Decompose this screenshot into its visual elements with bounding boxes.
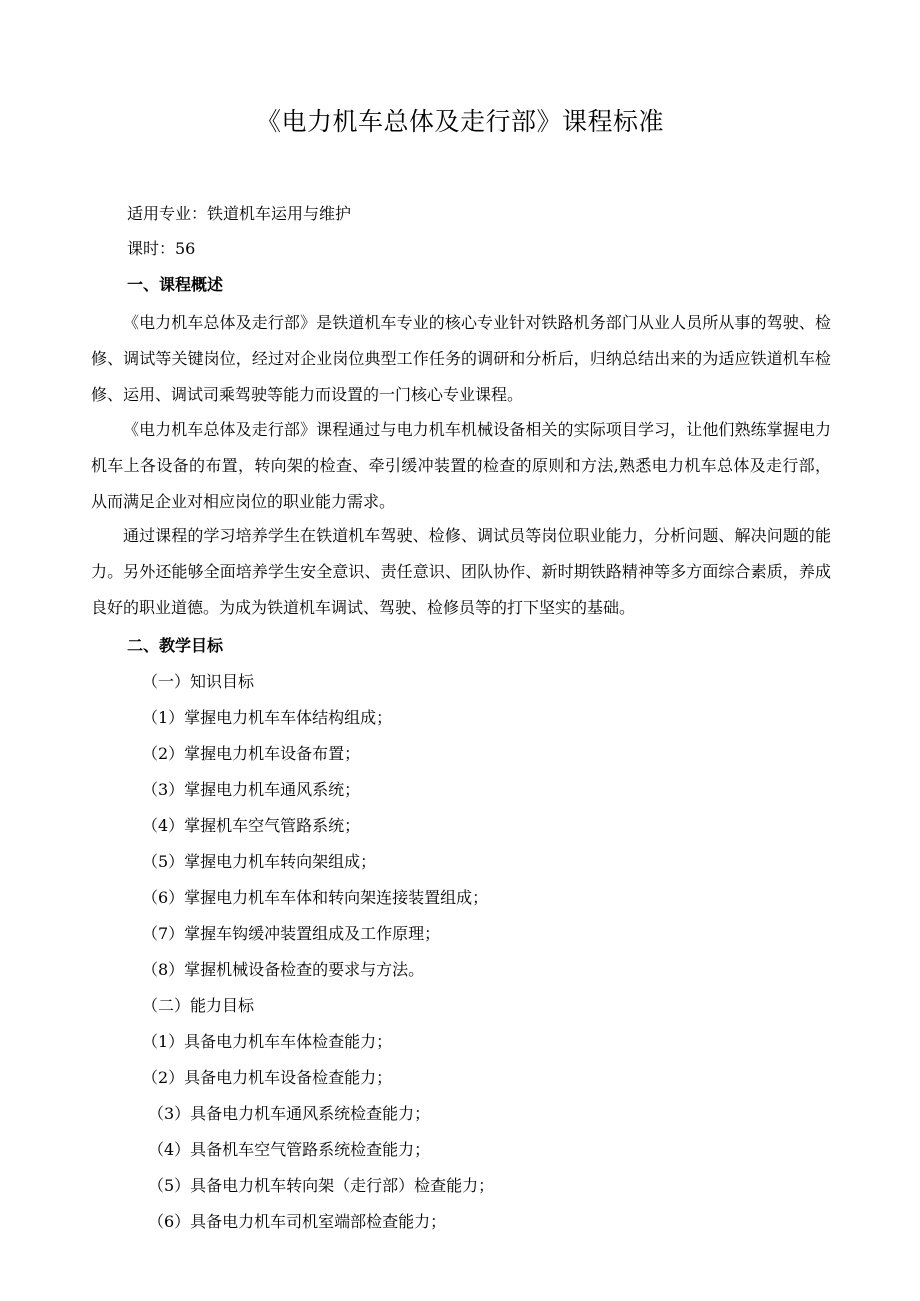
- list-item: （3）掌握电力机车通风系统；: [142, 780, 361, 799]
- overview-paragraph-3: 通过课程的学习培养学生在铁道机车驾驶、检修、调试员等岗位职业能力，分析问题、解决问题的能力。另外还能够全面培养学生安全意识、责任意识、团队协作、新时期铁路精神等多方面综合素质，养成良好的职业道德。为成为铁道机车调试、驾驶、检修员等的打下坚实的基础。: [91, 526, 831, 617]
- subheading-knowledge: （一）知识目标: [142, 672, 255, 691]
- applicable-major: 适用专业：铁道机车运用与维护: [127, 204, 352, 223]
- list-item: （1）具备电力机车车体检查能力；: [142, 1032, 393, 1051]
- list-item: （3）具备电力机车通风系统检查能力；: [148, 1104, 431, 1123]
- course-hours: 课时：56: [127, 239, 196, 258]
- list-item: （2）掌握电力机车设备布置；: [142, 744, 361, 763]
- overview-paragraph-1: 《电力机车总体及走行部》是铁道机车专业的核心专业针对铁路机务部门从业人员所从事的驾驶、检修、调试等关键岗位，经过对企业岗位典型工作任务的调研和分析后，归纳总结出来的为适应铁道机车检修、运用、调试司乘驾驶等能力而设置的一门核心专业课程。: [91, 313, 831, 404]
- list-item: （7）掌握车钩缓冲装置组成及工作原理；: [142, 924, 441, 943]
- list-item: （6）具备电力机车司机室端部检查能力；: [148, 1212, 447, 1231]
- list-item: （8）掌握机械设备检查的要求与方法。: [142, 960, 425, 979]
- list-item: （4）掌握机车空气管路系统；: [142, 816, 361, 835]
- section-heading-objectives: 二、教学目标: [127, 636, 224, 655]
- document-title: 《电力机车总体及走行部》课程标准: [255, 107, 664, 136]
- list-item: （2）具备电力机车设备检查能力；: [142, 1068, 393, 1087]
- list-item: （5）具备电力机车转向架（走行部）检查能力；: [148, 1176, 495, 1195]
- overview-paragraph-2: 《电力机车总体及走行部》课程通过与电力机车机械设备相关的实际项目学习，让他们熟练掌握电力机车上各设备的布置，转向架的检查、牵引缓冲装置的检查的原则和方法,熟悉电力机车总体及走行部，从而满足企业对相应岗位的职业能力需求。: [91, 420, 831, 511]
- section-heading-overview: 一、课程概述: [127, 275, 224, 294]
- list-item: （6）掌握电力机车车体和转向架连接装置组成；: [142, 888, 489, 907]
- list-item: （4）具备机车空气管路系统检查能力；: [148, 1140, 431, 1159]
- subheading-ability: （二）能力目标: [142, 996, 255, 1015]
- list-item: （1）掌握电力机车车体结构组成；: [142, 708, 393, 727]
- list-item: （5）掌握电力机车转向架组成；: [142, 852, 377, 871]
